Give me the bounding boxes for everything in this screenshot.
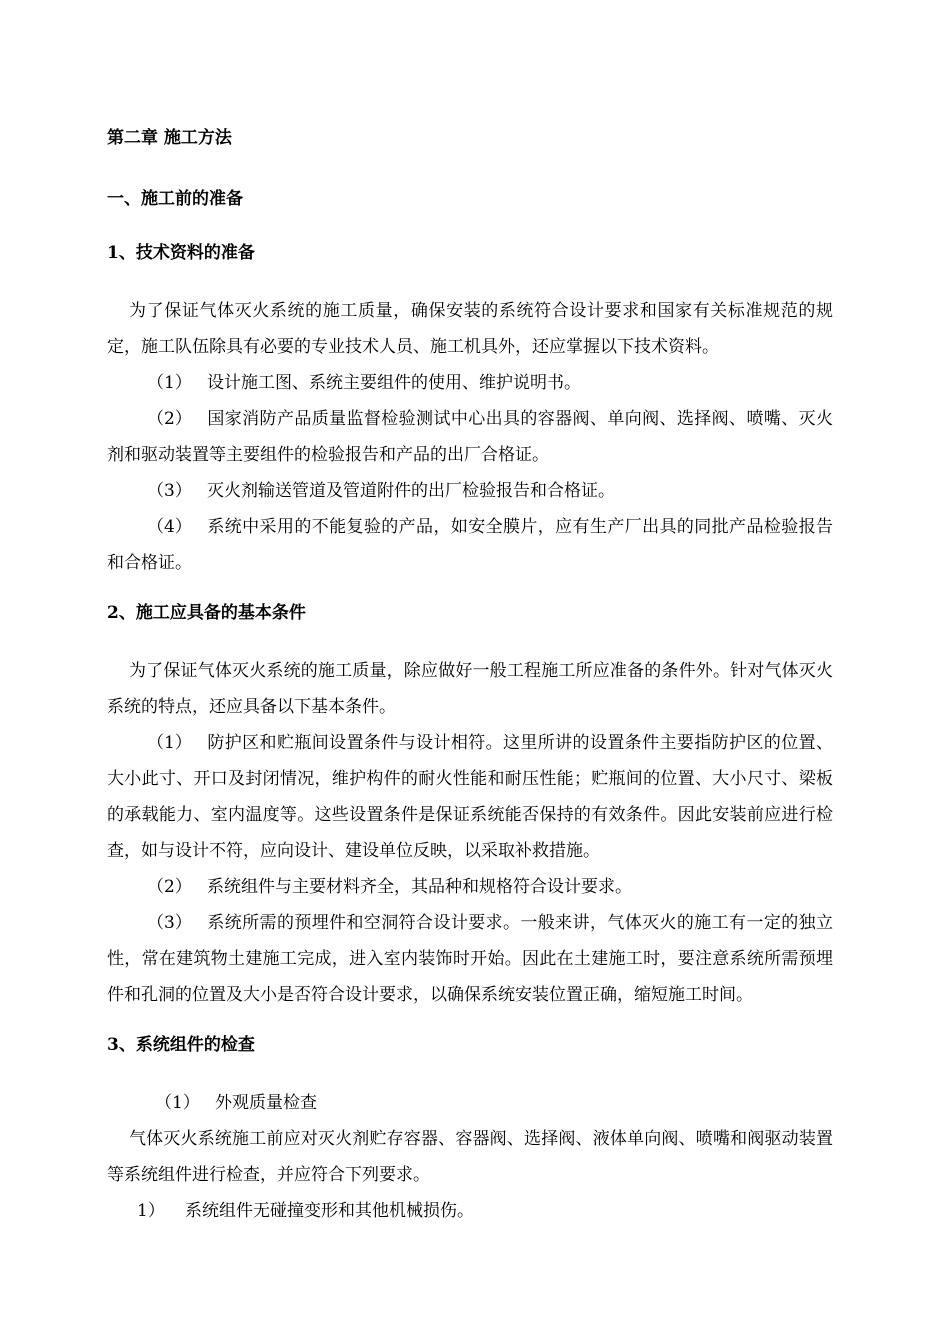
- subsection-title-basic-conditions: 2、施工应具备的基本条件: [107, 603, 306, 623]
- list-item-text: 外观质量检查: [215, 1093, 317, 1113]
- list-item-number: （4）: [147, 517, 192, 537]
- list-item-number: （1）: [155, 1093, 200, 1113]
- list-item-number: （1）: [147, 733, 192, 753]
- paragraph-inspection-intro: 气体灭火系统施工前应对灭火剂贮存容器、容器阀、选择阀、液体单向阀、喷嘴和阀驱动装置等系统组件进行检查，并应符合下列要求。: [107, 1129, 833, 1185]
- spacer: [107, 581, 833, 599]
- subsection-title-technical-documents: 1、技术资料的准备: [107, 243, 255, 263]
- list-item: [107, 725, 833, 869]
- list-item-number: （3）: [147, 481, 192, 501]
- chapter-title: 第二章 施工方法: [107, 128, 232, 148]
- list-item-text: 灭火剂输送管道及管道附件的出厂检验报告和合格证。: [207, 481, 615, 501]
- list-item: [107, 401, 833, 473]
- list-item: [107, 869, 833, 905]
- list-item-number: （2）: [147, 409, 192, 429]
- spacer: [107, 1013, 833, 1031]
- document-content: [107, 124, 833, 1229]
- list-item-text: 国家消防产品质量监督检验测试中心出具的容器阀、单向阀、选择阀、喷嘴、灭火剂和驱动装置等主要组件的检验报告和产品的出厂合格证。: [107, 409, 833, 465]
- paragraph-technical-intro: 为了保证气体灭火系统的施工质量，确保安装的系统符合设计要求和国家有关标准规范的规定，施工队伍除具有必要的专业技术人员、施工机具外，还应掌握以下技术资料。: [107, 301, 833, 357]
- list-item-text: 系统组件与主要材料齐全，其品种和规格符合设计要求。: [207, 877, 632, 897]
- list-item: [107, 1193, 833, 1229]
- list-item-text: 系统所需的预埋件和空洞符合设计要求。一般来讲，气体灭火的施工有一定的独立性，常在建筑物土建施工完成，进入室内装饰时开始。因此在土建施工时，要注意系统所需预埋件和孔洞的位置及大小是否符合设计要求，以确保系统安装位置正确，缩短施工时间。: [107, 913, 833, 1005]
- list-item: [107, 473, 833, 509]
- list-item-number: （2）: [147, 877, 192, 897]
- list-item-number: （3）: [147, 913, 192, 933]
- list-item-number: 1）: [137, 1201, 165, 1221]
- list-item: [107, 1085, 833, 1121]
- list-item-text: 系统组件无碰撞变形和其他机械损伤。: [185, 1201, 474, 1221]
- list-item-text: 设计施工图、系统主要组件的使用、维护说明书。: [207, 373, 581, 393]
- list-item: [107, 509, 833, 581]
- list-item-number: （1）: [147, 373, 192, 393]
- subsection-title-component-inspection: 3、系统组件的检查: [107, 1035, 255, 1055]
- list-item: [107, 905, 833, 1013]
- list-item: [107, 365, 833, 401]
- list-item-text: 系统中采用的不能复验的产品，如安全膜片，应有生产厂出具的同批产品检验报告和合格证。: [107, 517, 833, 573]
- list-item-text: 防护区和贮瓶间设置条件与设计相符。这里所讲的设置条件主要指防护区的位置、大小此寸、开口及封闭情况，维护构件的耐火性能和耐压性能；贮瓶间的位置、大小尺寸、梁板的承载能力、室内温度等。这些设置条件是保证系统能否保持的有效条件。因此安装前应进行检查，如与设计不符，应向设计、建设单位反映，以采取补救措施。: [107, 733, 833, 861]
- section-title-preparation: 一、施工前的准备: [107, 189, 243, 209]
- paragraph-conditions-intro: 为了保证气体灭火系统的施工质量，除应做好一般工程施工所应准备的条件外。针对气体灭火系统的特点，还应具备以下基本条件。: [107, 661, 833, 717]
